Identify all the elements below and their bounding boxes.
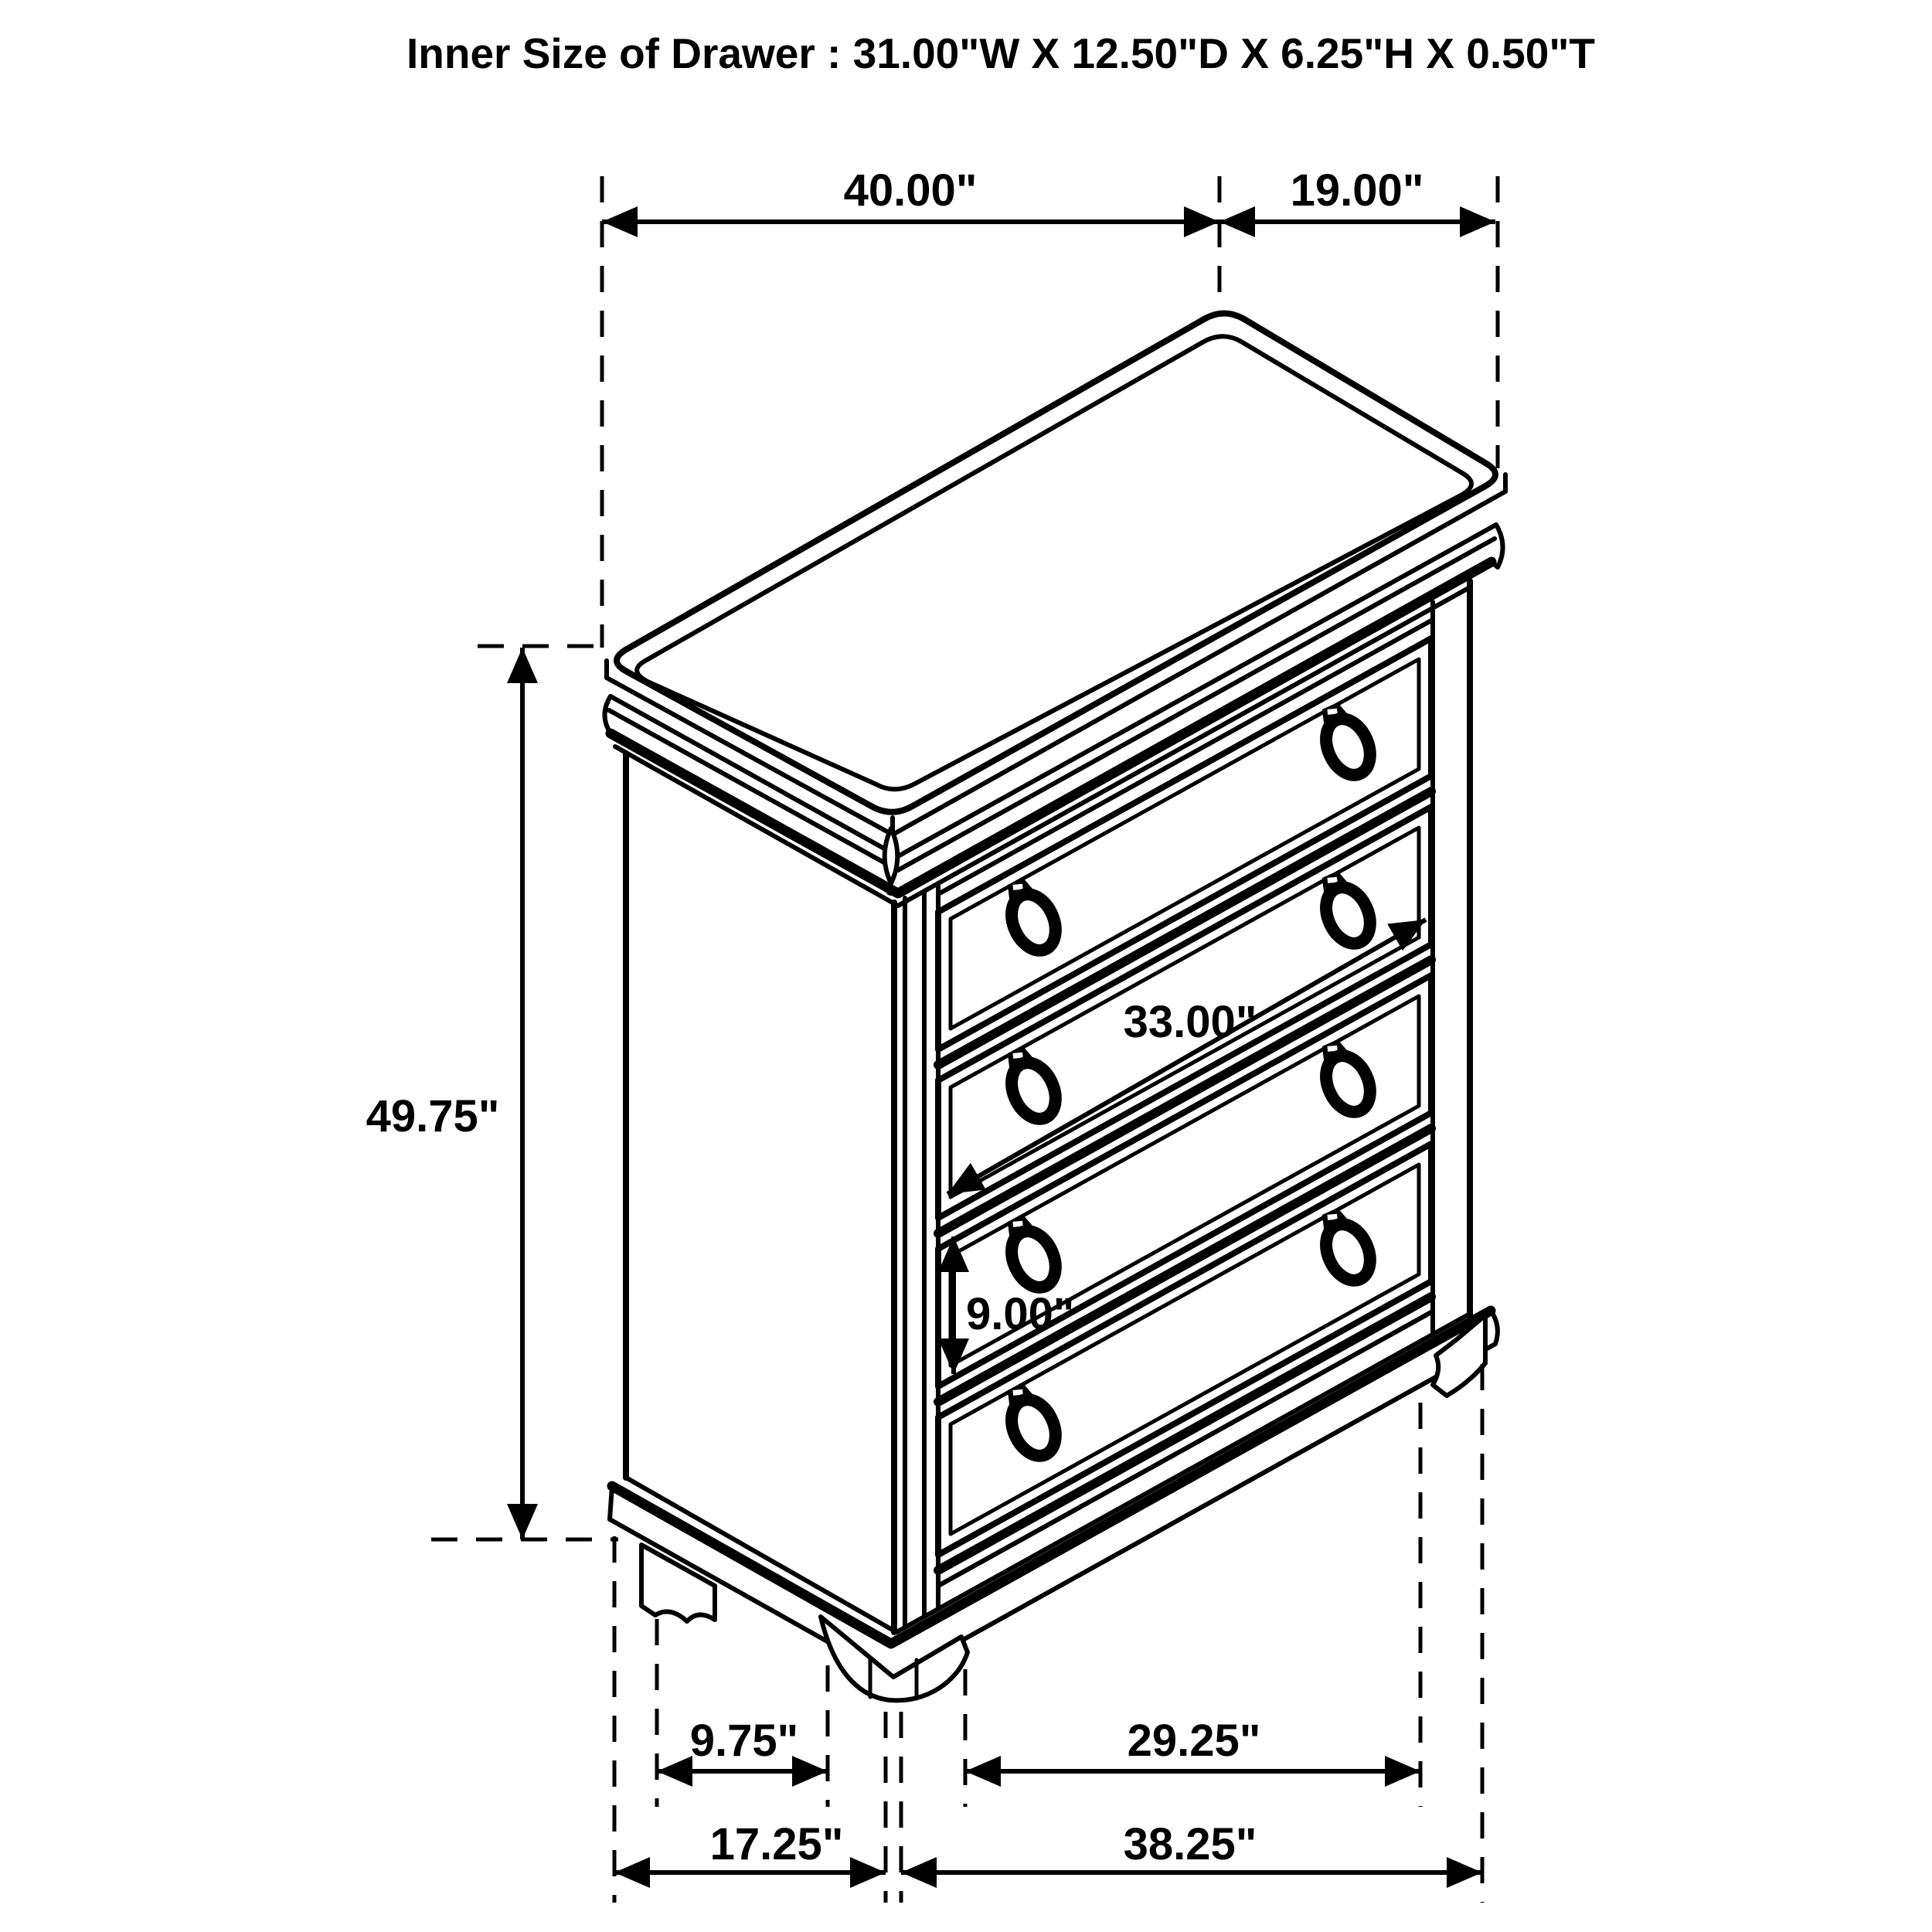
dim-label-front-foot-span: 29.25" xyxy=(1127,1716,1261,1766)
dim-label-drawer-face-height: 9.00" xyxy=(966,1289,1075,1339)
dim-label-top-width: 40.00" xyxy=(843,165,978,216)
drawer-1-right-pull-icon xyxy=(1311,698,1379,782)
diagram-title: Inner Size of Drawer : 31.00"W X 12.50"D X 6.25"H X 0.50"T xyxy=(406,29,1595,77)
dim-label-base-width: 38.25" xyxy=(1123,1819,1257,1869)
dim-label-base-depth: 17.25" xyxy=(709,1819,844,1869)
chest-drawing xyxy=(605,314,1506,1701)
dim-label-overall-height: 49.75" xyxy=(366,1091,500,1141)
dim-overall-height xyxy=(366,648,522,1539)
dim-label-side-foot-span: 9.75" xyxy=(689,1716,799,1766)
drawer-2-right-pull-icon xyxy=(1311,866,1379,951)
corner-finial xyxy=(885,828,898,883)
dim-top-depth xyxy=(1219,165,1495,222)
dim-base-depth xyxy=(614,1819,886,1872)
drawer-4-right-pull-icon xyxy=(1311,1203,1379,1287)
chest-left-panel xyxy=(626,753,896,1632)
dim-label-drawer-face-width: 33.00" xyxy=(1123,997,1257,1047)
dim-front-foot-span xyxy=(965,1716,1420,1771)
dim-top-width xyxy=(602,165,1219,222)
dim-label-top-depth: 19.00" xyxy=(1290,165,1424,216)
dim-side-foot-span xyxy=(657,1716,828,1771)
dim-base-width xyxy=(901,1819,1482,1872)
drawer-3-right-pull-icon xyxy=(1311,1035,1379,1119)
